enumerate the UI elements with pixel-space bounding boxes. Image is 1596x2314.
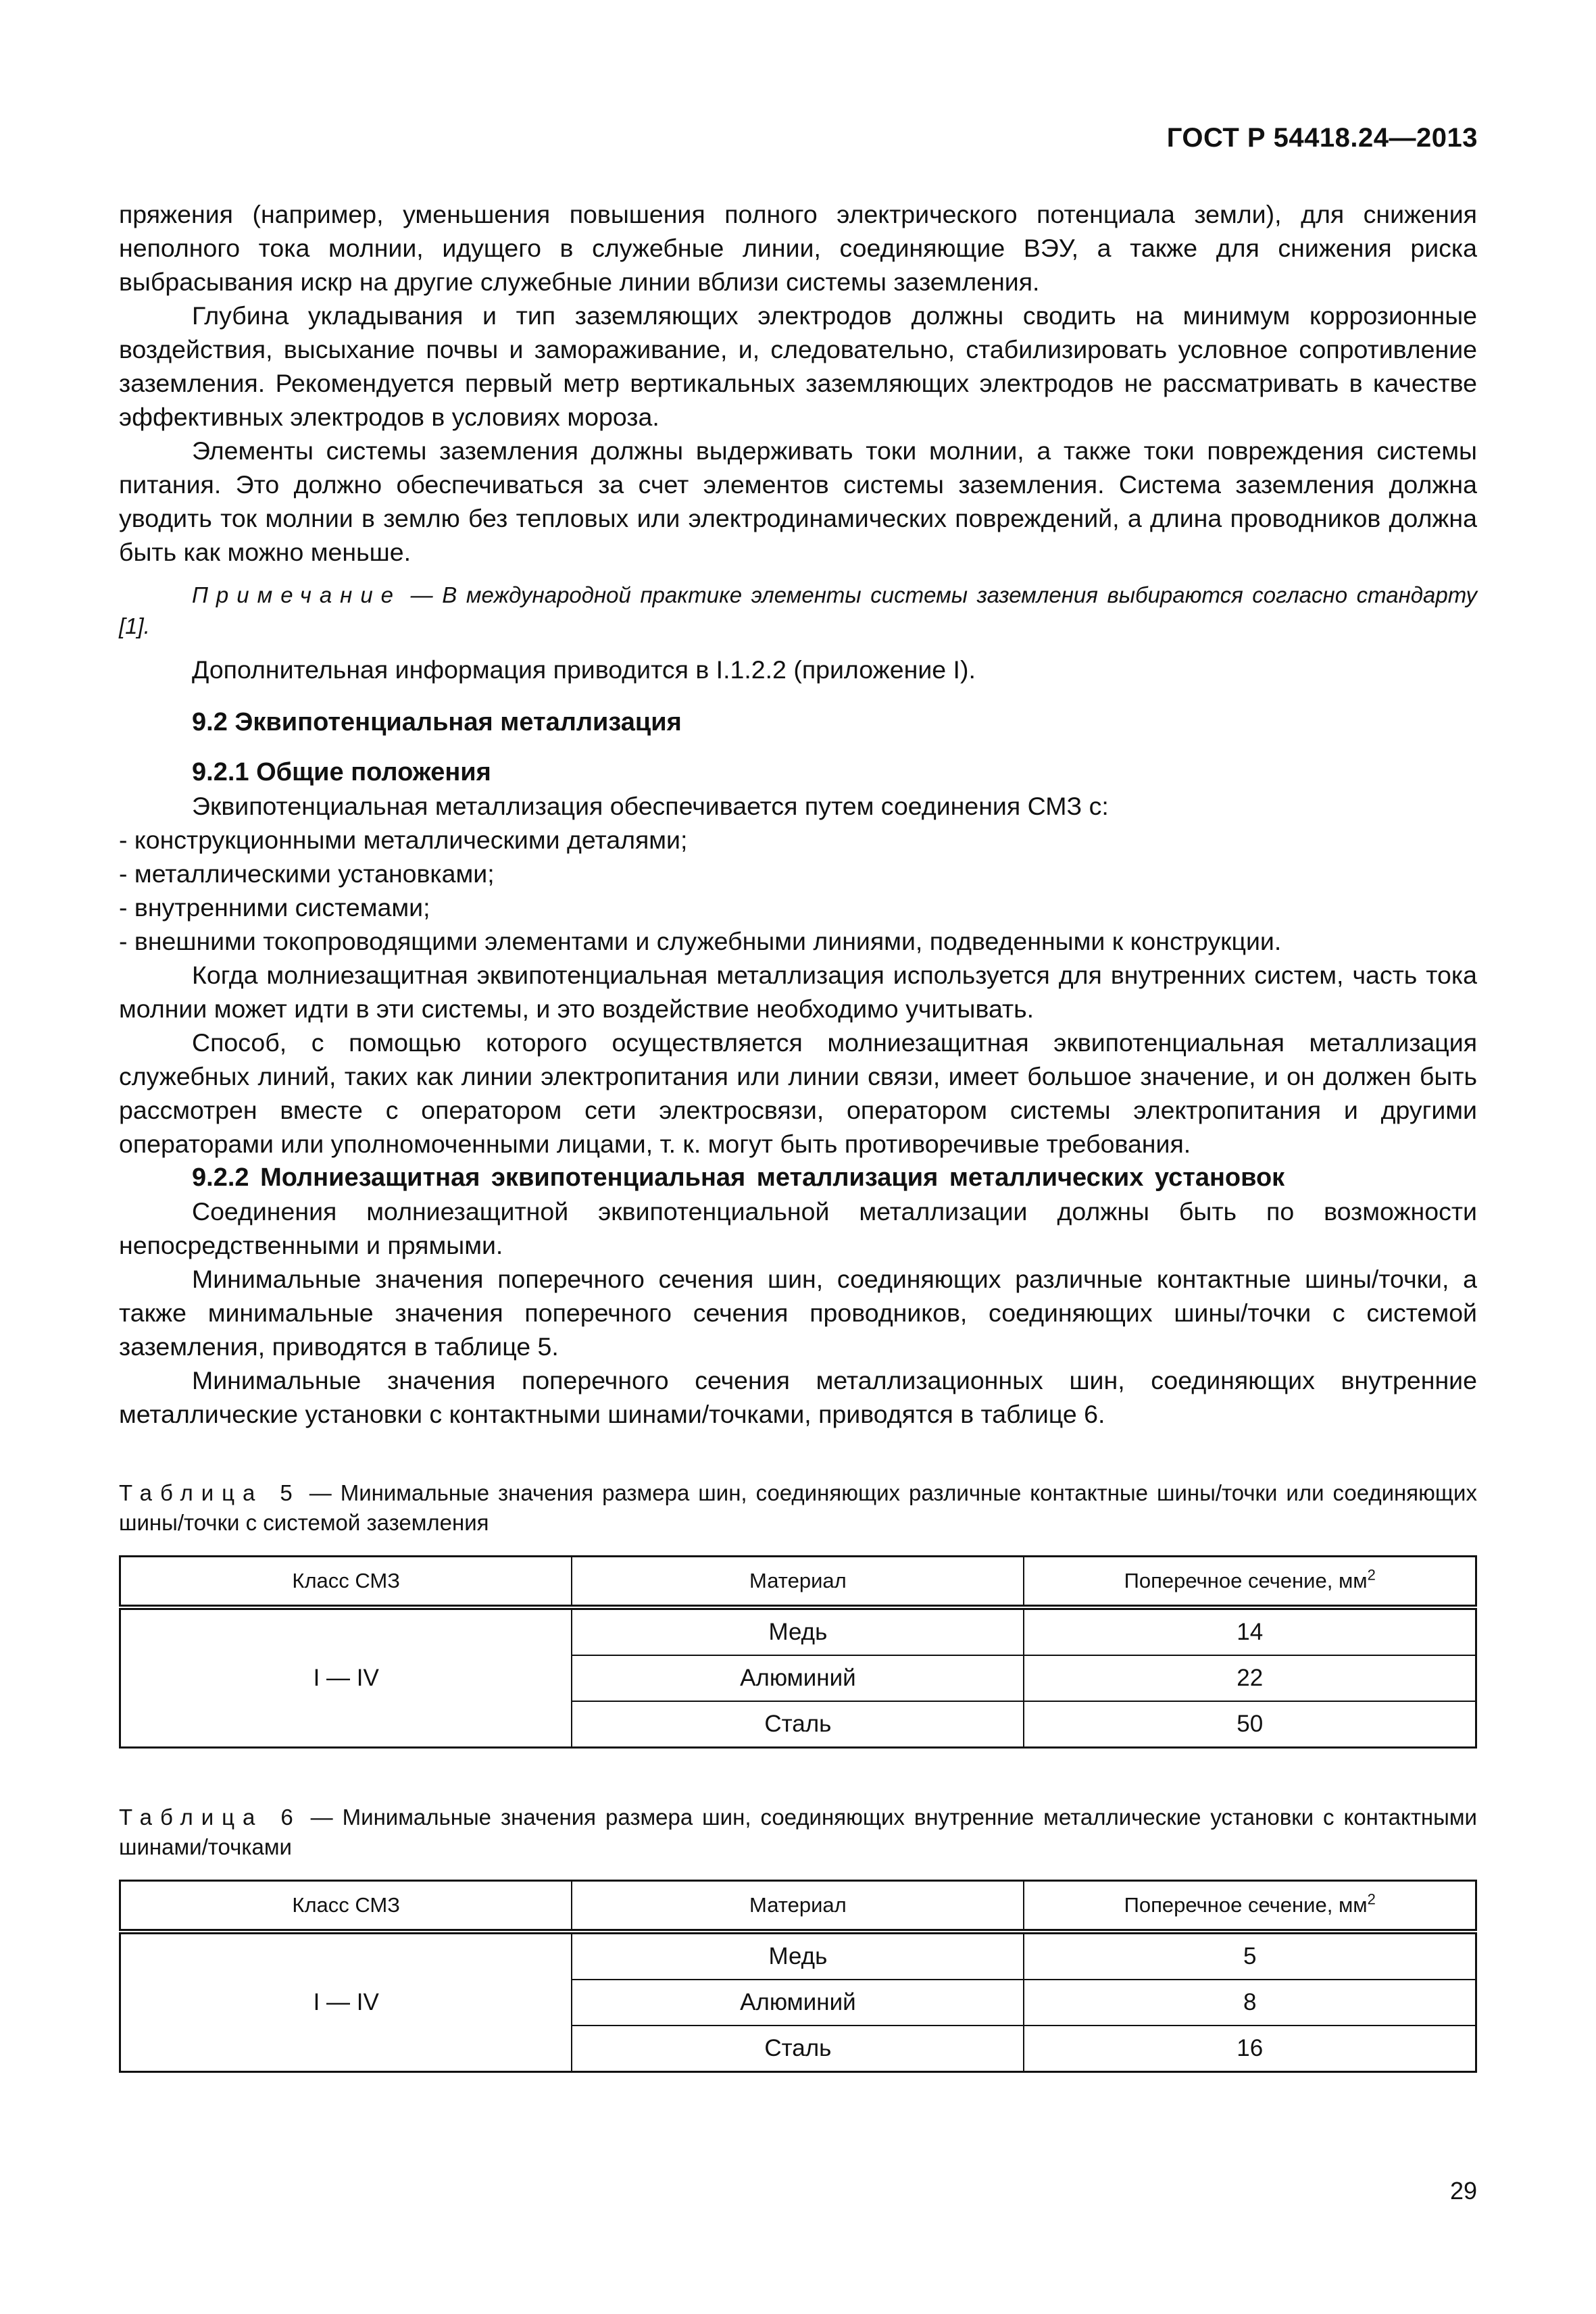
material-cell: Медь [572, 1932, 1024, 1980]
material-cell: Сталь [572, 2026, 1024, 2072]
value-cell: 5 [1024, 1932, 1476, 1980]
table-5-caption-label: Таблица 5 [119, 1480, 301, 1505]
section-heading-9-2-1: 9.2.1 Общие положения [192, 758, 491, 786]
section-heading-9-2-2: 9.2.2 Молниезащитная эквипотенциальная металлизация металлических установок [192, 1163, 1285, 1192]
table-6-caption-label: Таблица 6 [119, 1805, 301, 1830]
body-text [119, 197, 1477, 1431]
paragraph: Способ, с помощью которого осуществляется молниезащитная эквипотенциальная металлизация служебных линий, таких как линии электропитания или линии связи, имеет большое значение, и он должен быть рассмотрен вместе с оператором сети электросвязи, оператором системы электропитания и другими операторами или уполномоченными лицами, т. к. могут быть противоречивые требования. [119, 1028, 1477, 1158]
note-text: — В международной практике элементы системы заземления выбираются согласно стандарту [1]. [119, 582, 1477, 638]
table-6-caption [119, 1803, 1477, 1862]
unit-superscript: 2 [1367, 1566, 1376, 1584]
material-cell: Сталь [572, 1701, 1024, 1748]
page-number: 29 [1449, 2177, 1477, 2205]
material-cell: Медь [572, 1607, 1024, 1655]
paragraph: Эквипотенциальная металлизация обеспечивается путем соединения СМЗ с: [192, 792, 1109, 820]
paragraph: пряжения (например, уменьшения повышения полного электрического потенциала земли), для снижения неполного тока молнии, идущего в служебные линии, соединяющие ВЭУ, а также для снижения риска выбрасывания искр на другие служебные линии вблизи системы заземления. [119, 200, 1477, 296]
document-code-header: ГОСТ Р 54418.24—2013 [1166, 123, 1478, 153]
list-item: - металлическими установками; [119, 859, 495, 888]
class-cell: I — IV [120, 1932, 572, 2072]
paragraph: Минимальные значения поперечного сечения металлизационных шин, соединяющих внутренние металлические установки с контактными шинами/точками, приводятся в таблице 6. [119, 1366, 1477, 1428]
paragraph: Дополнительная информация приводится в I.1.2.2 (приложение I). [192, 655, 976, 684]
column-header-material: Материал [572, 1557, 1024, 1608]
note-label: Примечание [192, 582, 402, 607]
table-5 [119, 1555, 1477, 1749]
column-header-cross-section: Поперечное сечение, $мм^2$ [1024, 1881, 1476, 1932]
list-item: - конструкционными металлическими деталями; [119, 826, 688, 854]
table-row [120, 1607, 1476, 1655]
table-header-row [120, 1557, 1476, 1608]
value-cell: 50 [1024, 1701, 1476, 1748]
table-5-caption-text: — Минимальные значения размера шин, соединяющих различные контактные шины/точки или соединяющих шины/точки с системой заземления [119, 1480, 1477, 1535]
list-item: - внутренними системами; [119, 893, 430, 922]
paragraph: Элементы системы заземления должны выдерживать токи молнии, а также токи повреждения системы питания. Это должно обеспечиваться за счет элементов системы заземления. Система заземления должна уводить ток молнии в землю без тепловых или электродинамических повреждений, а длина проводников должна быть как можно меньше. [119, 436, 1477, 566]
unit-superscript: 2 [1367, 1890, 1376, 1908]
section-heading-9-2: 9.2 Эквипотенциальная металлизация [192, 708, 682, 736]
column-header-class: Класс СМЗ [120, 1557, 572, 1608]
note [119, 580, 1477, 642]
class-cell: I — IV [120, 1607, 572, 1748]
paragraph: Глубина укладывания и тип заземляющих электродов должны сводить на минимум коррозионные воздействия, высыхание почвы и замораживание, и, следовательно, стабилизировать условное сопротивление заземления. Рекомендуется первый метр вертикальных заземляющих электродов не рассматривать в качестве эффективных электродов в условиях мороза. [119, 301, 1477, 431]
table-row [120, 1932, 1476, 1980]
table-6 [119, 1880, 1477, 2073]
paragraph: Когда молниезащитная эквипотенциальная металлизация используется для внутренних систем, часть тока молнии может идти в эти системы, и это воздействие необходимо учитывать. [119, 961, 1477, 1023]
column-header-material: Материал [572, 1881, 1024, 1932]
table-header-row [120, 1881, 1476, 1932]
paragraph: Соединения молниезащитной эквипотенциальной металлизации должны быть по возможности непосредственными и прямыми. [119, 1197, 1477, 1259]
value-cell: 22 [1024, 1655, 1476, 1701]
table-6-caption-text: — Минимальные значения размера шин, соединяющих внутренние металлические установки с контактными шинами/точками [119, 1805, 1477, 1859]
paragraph: Минимальные значения поперечного сечения шин, соединяющих различные контактные шины/точки, а также минимальные значения поперечного сечения проводников, соединяющих шины/точки с системой заземления, приводятся в таблице 5. [119, 1265, 1477, 1361]
column-header-class: Класс СМЗ [120, 1881, 572, 1932]
value-cell: 16 [1024, 2026, 1476, 2072]
list-item: - внешними токопроводящими элементами и служебными линиями, подведенными к конструкции. [119, 927, 1282, 955]
table-5-caption [119, 1478, 1477, 1538]
value-cell: 8 [1024, 1980, 1476, 2026]
column-header-cross-section: Поперечное сечение, $мм^2$ [1024, 1557, 1476, 1608]
value-cell: 14 [1024, 1607, 1476, 1655]
material-cell: Алюминий [572, 1655, 1024, 1701]
material-cell: Алюминий [572, 1980, 1024, 2026]
